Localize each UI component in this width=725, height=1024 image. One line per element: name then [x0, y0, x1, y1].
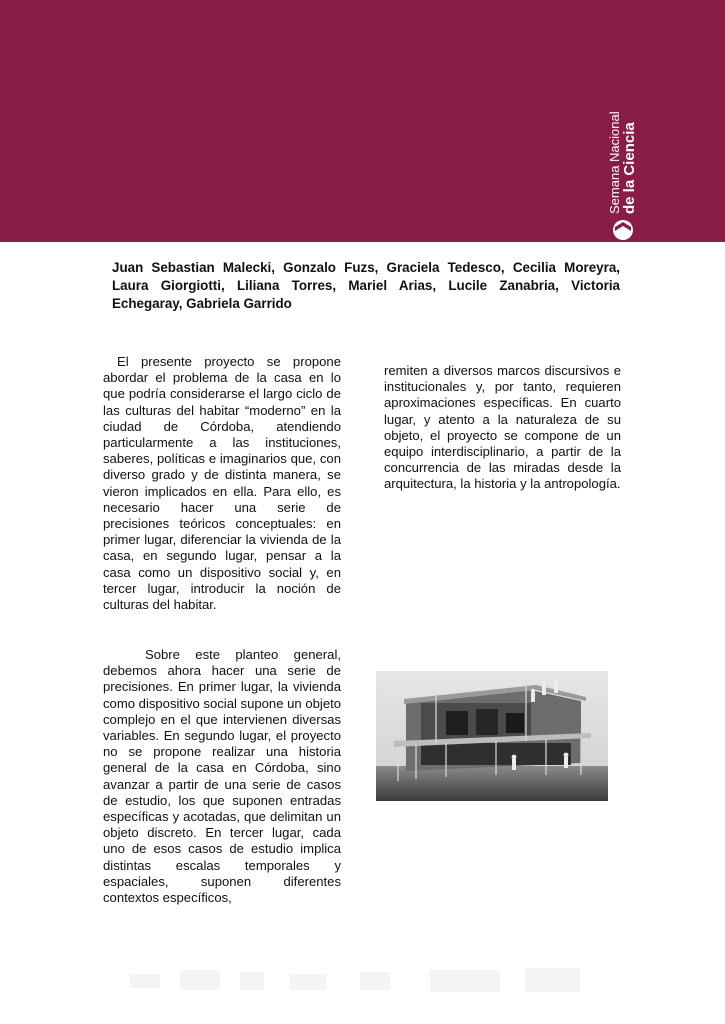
brand-line-2: de la Ciencia [621, 122, 638, 214]
body-paragraph-1: El presente proyecto se propone abordar el problema de la casa en lo que podría considerarse el largo ciclo de las culturas del habitar “moderno” en la ciudad de Córdoba, atendiendo particularmente a las instituciones, saberes, políticas e imaginarios que, con diverso grado y de distinta manera, se vieron implicados en ella. Para ello, es necesario hacer una serie de precisiones teóricos conceptuales: en primer lugar, diferenciar la vivienda de la casa, en segundo lugar, pensar a la casa como un dispositivo social y, en tercer lugar, introducir la noción de culturas del habitar. [103, 354, 341, 613]
body-paragraph-2: Sobre este planteo general, debemos ahora hacer una serie de precisiones. En primer lugar, la vivienda como dispositivo social supone un objeto complejo en el que intervienen diversas variables. En segundo lugar, el proyecto no se propone realizar una historia general de la casa en Córdoba, sino avanzar a partir de una serie de casos de estudio, los que suponen entradas específicas y acotadas, que delimitan un objeto discreto. En tercer lugar, cada uno de esos casos de estudio implica distintas escalas temporales y espaciales, suponen diferentes contextos específicos, [103, 647, 342, 906]
brand-logo [607, 100, 641, 242]
footer-watermark [130, 966, 590, 996]
brand-mark-icon [611, 218, 635, 242]
brand-line-1: Semana Nacional [607, 111, 622, 214]
header-band [0, 0, 725, 242]
brand-wordmark [607, 84, 637, 214]
body-column-left-top [103, 354, 341, 613]
author-list: Juan Sebastian Malecki, Gonzalo Fuzs, Graciela Tedesco, Cecilia Moreyra, Laura Giorgiotti, Liliana Torres, Mariel Arias, Lucile Zanabria, Victoria Echegaray, Gabriela Garrido [112, 260, 620, 311]
body-column-left-bottom [103, 647, 341, 906]
body-paragraph-3: remiten a diversos marcos discursivos e institucionales y, por tanto, requieren aproximaciones específicas. En cuarto lugar, y atento a la naturaleza de su objeto, el proyecto se compone de un equipo interdisciplinario, a partir de la concurrencia de las miradas desde la arquitectura, la historia y la antropología. [384, 363, 621, 492]
body-column-right [384, 363, 621, 493]
construction-photo [376, 671, 608, 801]
